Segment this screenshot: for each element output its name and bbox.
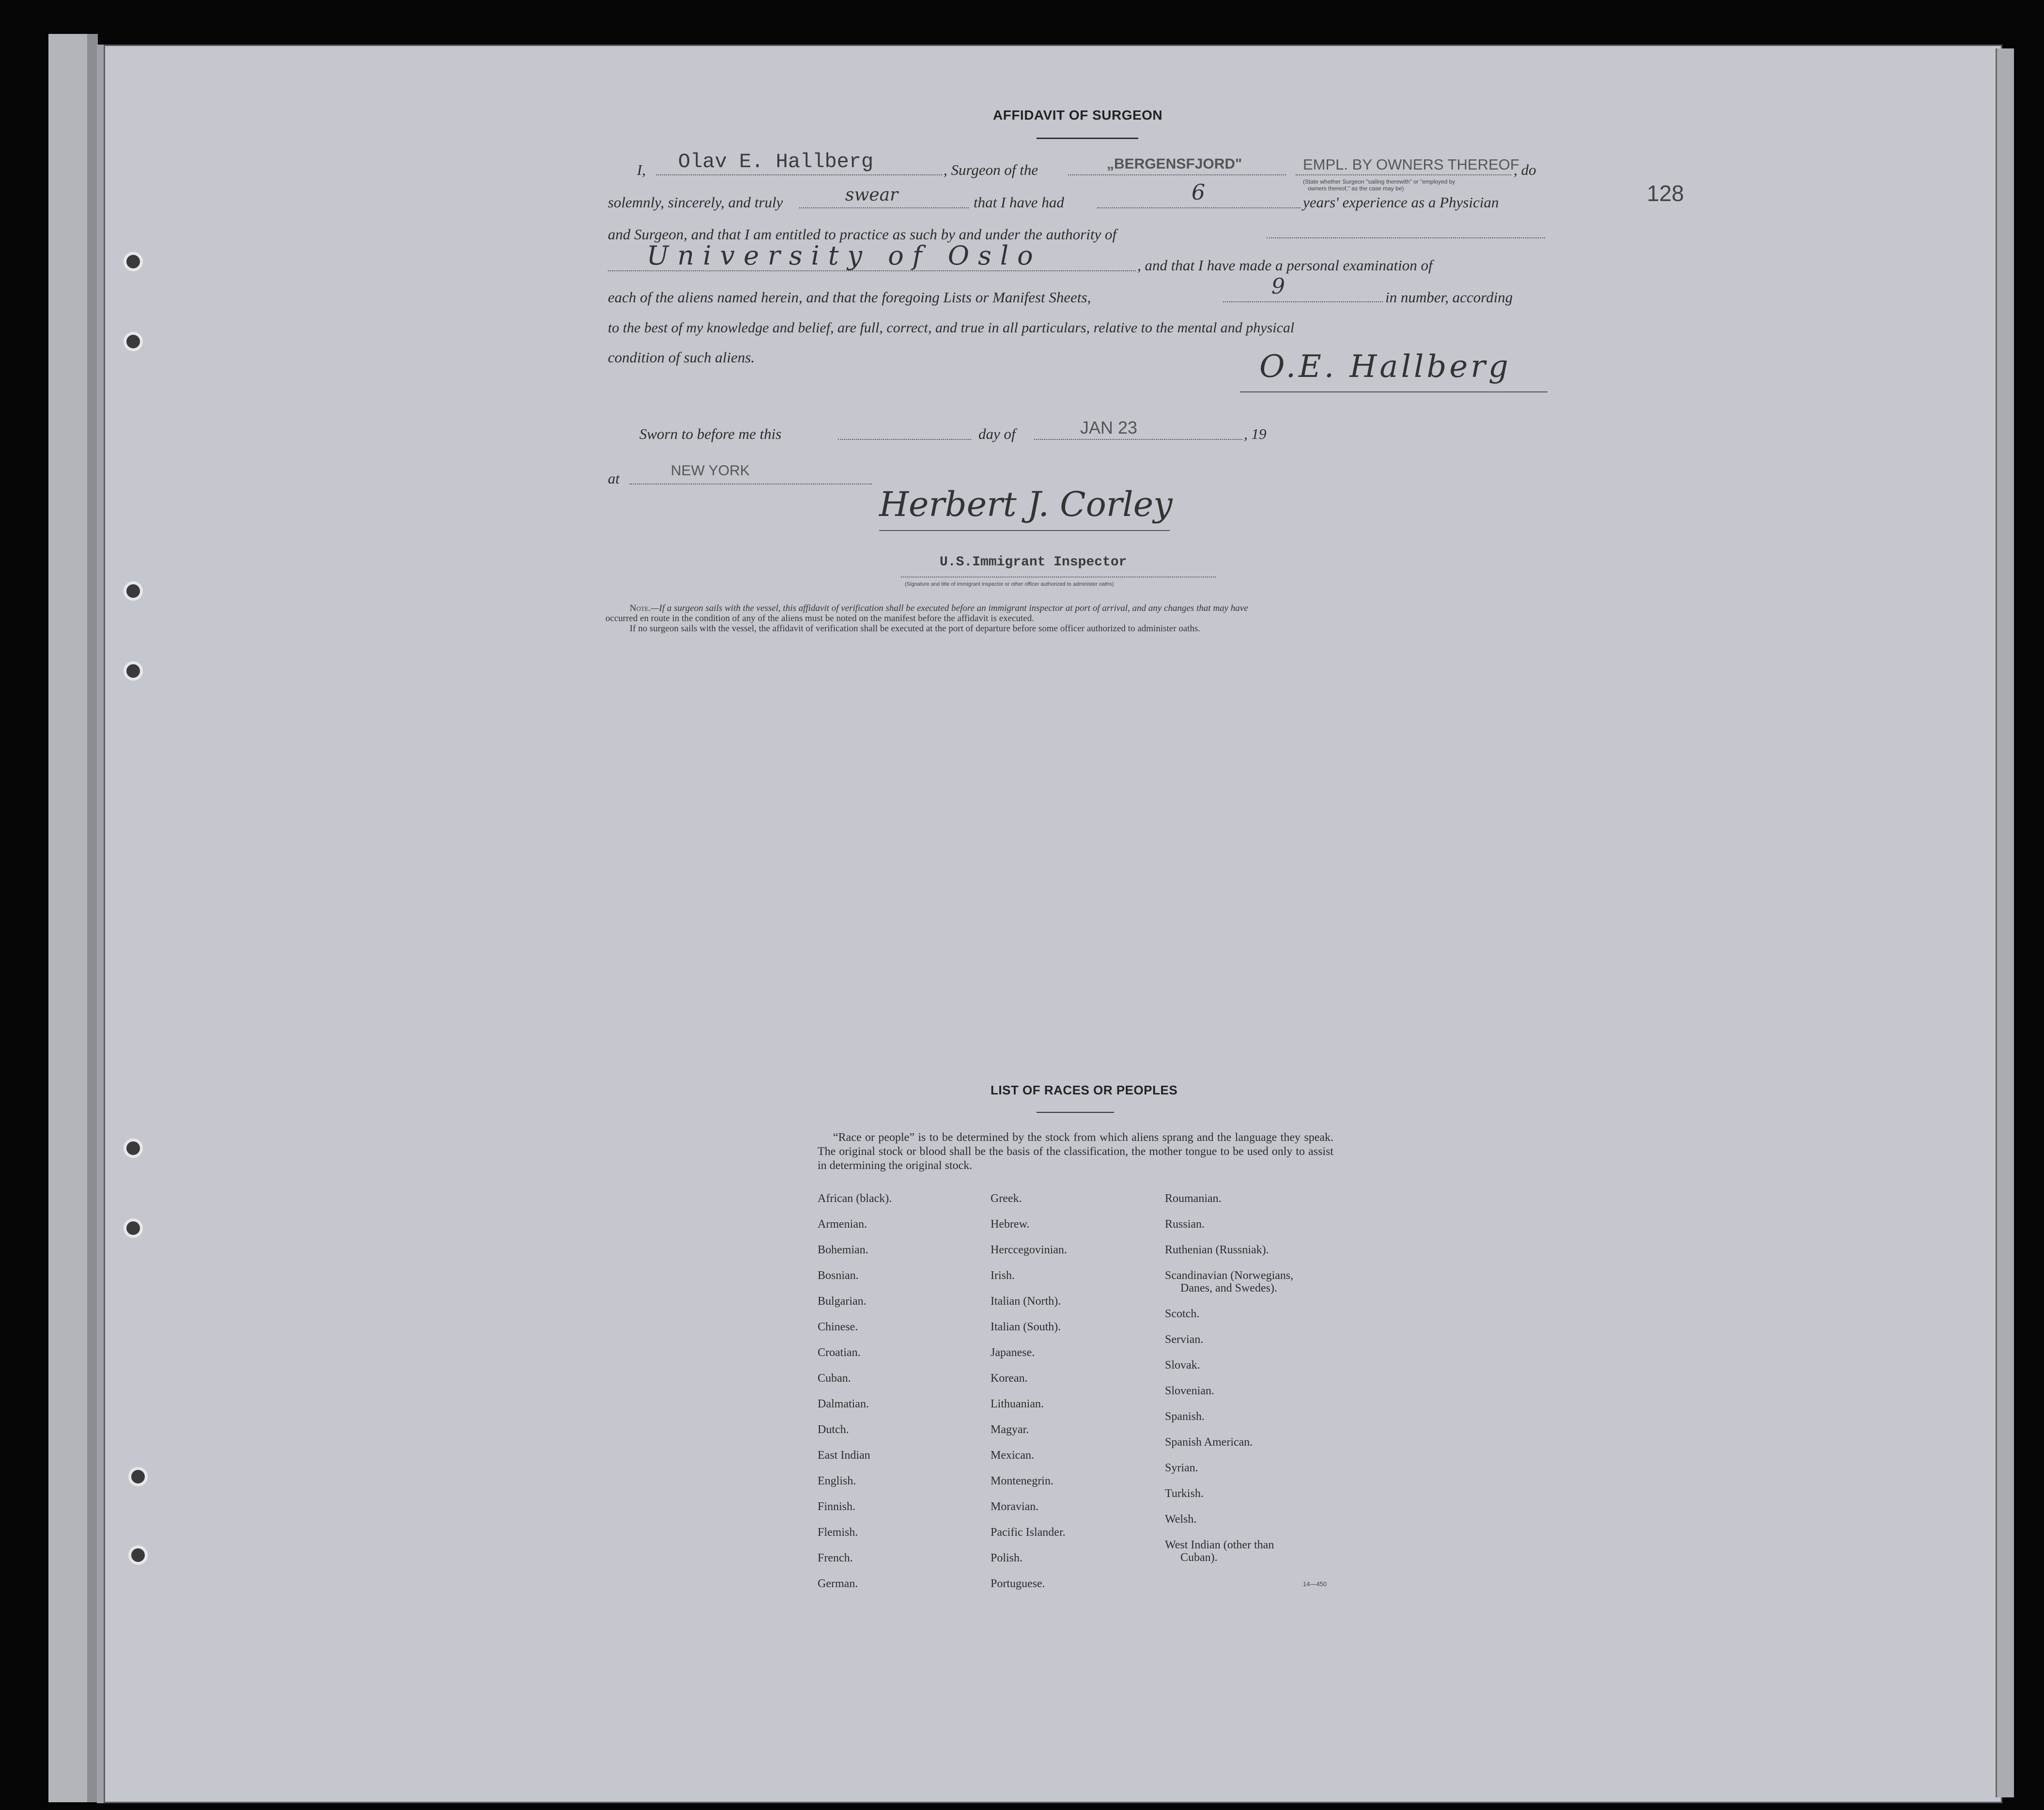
race-item: English. bbox=[818, 1475, 856, 1487]
label-day-of: day of bbox=[978, 425, 1016, 442]
binder-hole bbox=[128, 1467, 148, 1486]
label-best-knowledge: to the best of my knowledge and belief, are full, correct, and true in all particulars, relative to the mental and physical bbox=[608, 320, 1295, 336]
race-item: Italian (North). bbox=[991, 1295, 1061, 1308]
race-item: Syrian. bbox=[1165, 1462, 1198, 1474]
employment-note-1: (State whether Surgeon "sailing therewith" or "employed by bbox=[1303, 178, 1456, 185]
sworn-date: JAN 23 bbox=[1080, 418, 1138, 437]
label-sworn: Sworn to before me this bbox=[639, 425, 782, 442]
race-item bbox=[1165, 1532, 1349, 1571]
race-item: Turkish. bbox=[1165, 1487, 1204, 1500]
binder-hole bbox=[124, 581, 143, 601]
race-item: Mexican. bbox=[991, 1449, 1034, 1462]
race-item: Spanish American. bbox=[1165, 1436, 1253, 1449]
race-item: Dalmatian. bbox=[818, 1398, 869, 1410]
race-item: Chinese. bbox=[818, 1321, 858, 1333]
sheets-line bbox=[1223, 301, 1383, 302]
page-number: 128 bbox=[1647, 181, 1684, 206]
form-number: 14—450 bbox=[1303, 1580, 1327, 1588]
race-item: African (black). bbox=[818, 1192, 892, 1205]
race-item: Lithuanian. bbox=[991, 1398, 1044, 1410]
binder-hole bbox=[128, 1545, 148, 1565]
employment-stamp: EMPL. BY OWNERS THEREOF bbox=[1303, 156, 1519, 173]
label-solemnly: solemnly, sincerely, and truly bbox=[608, 194, 783, 211]
affidavit-note bbox=[605, 603, 1548, 634]
race-item: Pacific Islander. bbox=[991, 1526, 1066, 1539]
binder-spine bbox=[48, 34, 89, 1802]
title-rule bbox=[1037, 138, 1138, 139]
years-line bbox=[1097, 207, 1301, 208]
race-item: Welsh. bbox=[1165, 1513, 1197, 1526]
label-condition: condition of such aliens. bbox=[608, 349, 755, 366]
label-19: , 19 bbox=[1244, 425, 1267, 442]
race-item: Magyar. bbox=[991, 1423, 1029, 1436]
race-item: Bosnian. bbox=[818, 1269, 859, 1282]
race-item: Greek. bbox=[991, 1192, 1022, 1205]
race-item: Italian (South). bbox=[991, 1321, 1061, 1333]
race-item: Korean. bbox=[991, 1372, 1028, 1385]
surgeon-name: Olav E. Hallberg bbox=[678, 150, 874, 173]
surgeon-signature-line bbox=[1240, 391, 1548, 392]
race-item: Irish. bbox=[991, 1269, 1015, 1282]
race-item: Roumanian. bbox=[1165, 1192, 1222, 1205]
binder-hole bbox=[124, 332, 143, 351]
race-item: German. bbox=[818, 1577, 858, 1590]
binder-hole bbox=[124, 252, 143, 271]
binder-hole bbox=[124, 1218, 143, 1238]
note-line-3: If no surgeon sails with the vessel, the affidavit of verification shall be executed at the port of departure before some officer authorized to administer oaths. bbox=[630, 624, 1201, 634]
label-each-of-aliens: each of the aliens named herein, and that the foregoing Lists or Manifest Sheets, bbox=[608, 289, 1091, 306]
label-surgeon-of: , Surgeon of the bbox=[944, 161, 1038, 178]
race-item: Japanese. bbox=[991, 1346, 1035, 1359]
employment-note-2: owners thereof," as the case may be) bbox=[1308, 185, 1404, 192]
label-years-experience: years' experience as a Physician bbox=[1303, 194, 1499, 211]
label-i: I, bbox=[637, 161, 646, 178]
binder-edge bbox=[87, 34, 98, 1802]
note-label: Note. bbox=[630, 603, 651, 613]
authority-value: University of Oslo bbox=[647, 240, 1042, 271]
race-item-line: Cuban). bbox=[1180, 1551, 1218, 1564]
sworn-day-line bbox=[838, 439, 971, 440]
race-item: Slovenian. bbox=[1165, 1385, 1214, 1397]
surgeon-name-line bbox=[656, 174, 942, 175]
sworn-place: NEW YORK bbox=[671, 463, 750, 479]
inspector-title: U.S.Immigrant Inspector bbox=[940, 555, 1127, 570]
binder-hole bbox=[124, 1139, 143, 1158]
oath-line bbox=[799, 207, 969, 208]
race-item: Slovak. bbox=[1165, 1359, 1200, 1372]
vessel-line bbox=[1068, 174, 1286, 175]
race-item: Herccegovinian. bbox=[991, 1244, 1067, 1256]
sworn-date-line bbox=[1034, 439, 1242, 440]
race-item: Moravian. bbox=[991, 1500, 1039, 1513]
races-title-rule bbox=[1037, 1112, 1114, 1113]
page-edge bbox=[1996, 48, 2014, 1797]
race-item-line: West Indian (other than bbox=[1165, 1539, 1274, 1551]
sheets-value: 9 bbox=[1271, 274, 1285, 299]
race-item: French. bbox=[818, 1552, 853, 1564]
races-title: LIST OF RACES OR PEOPLES bbox=[991, 1083, 1178, 1097]
race-item: Bulgarian. bbox=[818, 1295, 867, 1308]
years-value: 6 bbox=[1192, 180, 1205, 205]
vessel-name: „BERGENSFJORD" bbox=[1107, 156, 1242, 172]
race-item: Portuguese. bbox=[991, 1577, 1045, 1590]
race-item: Dutch. bbox=[818, 1423, 849, 1436]
race-item: Montenegrin. bbox=[991, 1475, 1053, 1487]
race-item: Hebrew. bbox=[991, 1218, 1030, 1231]
affidavit-title: AFFIDAVIT OF SURGEON bbox=[993, 108, 1163, 123]
race-item: Spanish. bbox=[1165, 1410, 1205, 1423]
race-item: Finnish. bbox=[818, 1500, 856, 1513]
race-item: Bohemian. bbox=[818, 1244, 868, 1256]
label-do: , do bbox=[1514, 161, 1536, 178]
inspector-caption: (Signature and title of immigrant inspector or other officer authorized to administer oaths) bbox=[905, 581, 1114, 587]
race-item: Flemish. bbox=[818, 1526, 858, 1539]
race-item: Scotch. bbox=[1165, 1308, 1200, 1320]
note-line-2: occurred en route in the condition of any of the aliens must be noted on the manifest before the affidavit is executed. bbox=[605, 613, 1034, 624]
label-and-surgeon: and Surgeon, and that I am entitled to practice as such by and under the authority of bbox=[608, 226, 1117, 243]
races-column-1 bbox=[818, 1186, 977, 1597]
race-item: Polish. bbox=[991, 1552, 1023, 1564]
race-item: Cuban. bbox=[818, 1372, 851, 1385]
race-item: Russian. bbox=[1165, 1218, 1205, 1231]
race-item bbox=[1165, 1263, 1349, 1301]
races-column-2 bbox=[991, 1186, 1150, 1597]
label-in-number: in number, according bbox=[1385, 289, 1513, 306]
race-item: East Indian bbox=[818, 1449, 870, 1462]
surgeon-signature: O.E. Hallberg bbox=[1259, 349, 1511, 385]
race-item-line: Scandinavian (Norwegians, bbox=[1165, 1269, 1294, 1282]
authority-line-top bbox=[1267, 237, 1545, 238]
employment-line bbox=[1296, 174, 1511, 175]
inspector-signature-line bbox=[879, 530, 1170, 531]
inspector-signature: Herbert J. Corley bbox=[879, 484, 1173, 524]
note-line-1: —If a surgeon sails with the vessel, this affidavit of verification shall be executed before an immigrant inspector at port of arrival, and any changes that may have bbox=[650, 603, 1248, 613]
race-item-line: Danes, and Swedes). bbox=[1180, 1282, 1277, 1295]
binder-hole bbox=[124, 661, 143, 681]
races-intro: “Race or people” is to be determined by the stock from which aliens sprang and the language they speak. The original stock or blood shall be the basis of the classification, the mother tongue to be used only to assist in determining the original stock. bbox=[818, 1131, 1333, 1172]
race-item: Ruthenian (Russniak). bbox=[1165, 1244, 1269, 1256]
oath-word: swear bbox=[845, 185, 898, 205]
race-item: Armenian. bbox=[818, 1218, 867, 1231]
label-personal-exam: , and that I have made a personal examination of bbox=[1137, 257, 1433, 274]
label-that-i-have-had: that I have had bbox=[974, 194, 1064, 211]
label-at: at bbox=[608, 470, 620, 487]
races-column-3 bbox=[1165, 1186, 1349, 1571]
race-item: Servian. bbox=[1165, 1333, 1204, 1346]
race-item: Croatian. bbox=[818, 1346, 861, 1359]
